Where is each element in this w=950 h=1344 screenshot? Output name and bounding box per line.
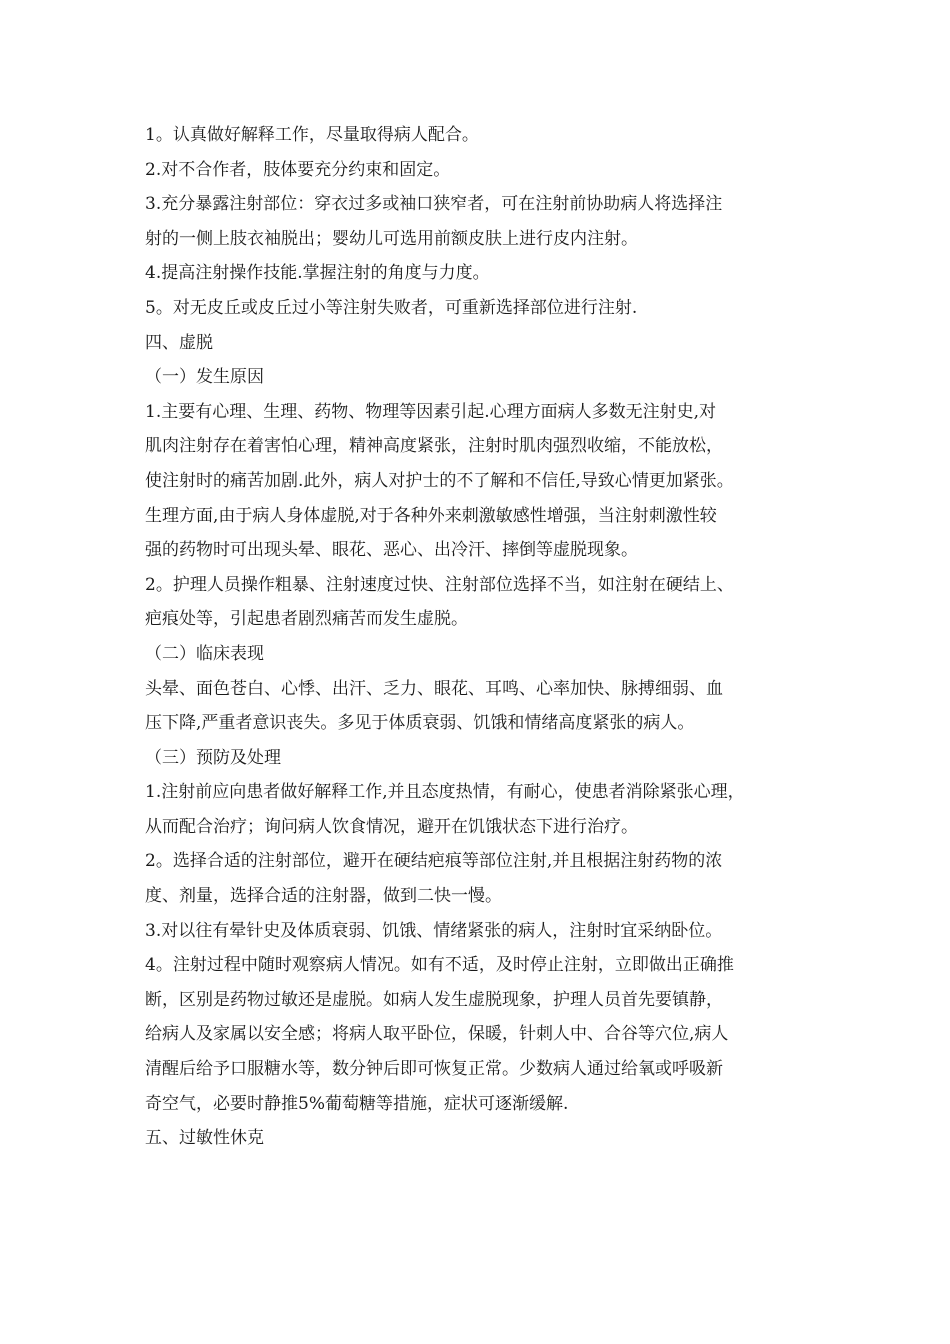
text-line: 1.主要有心理、生理、药物、物理等因素引起.心理方面病人多数无注射史,对 (145, 401, 717, 422)
text-line: 3.充分暴露注射部位：穿衣过多或袖口狭窄者，可在注射前协助病人将选择注 (145, 194, 723, 215)
text-line: 5。对无皮丘或皮丘过小等注射失败者，可重新选择部位进行注射. (145, 297, 638, 318)
text-line: 从而配合治疗；询问病人饮食情况，避开在饥饿状态下进行治疗。 (145, 816, 638, 837)
subsection-heading: （二）临床表现 (145, 643, 264, 664)
text-line: 头晕、面色苍白、心悸、出汗、乏力、眼花、耳鸣、心率加快、脉搏细弱、血 (145, 678, 723, 699)
text-line: 清醒后给予口服糖水等，数分钟后即可恢复正常。少数病人通过给氧或呼吸新 (145, 1059, 723, 1080)
text-line: 断，区别是药物过敏还是虚脱。如病人发生虚脱现象，护理人员首先要镇静， (145, 989, 723, 1010)
text-line: 强的药物时可出现头晕、眼花、恶心、出冷汗、摔倒等虚脱现象。 (145, 540, 638, 561)
text-line: 4。注射过程中随时观察病人情况。如有不适，及时停止注射，立即做出正确推 (145, 955, 734, 976)
text-line: 肌肉注射存在着害怕心理，精神高度紧张，注射时肌肉强烈收缩，不能放松， (145, 436, 723, 457)
text-line: 疤痕处等，引起患者剧烈痛苦而发生虚脱。 (145, 609, 468, 630)
text-line: 奇空气，必要时静推5%葡萄糖等措施，症状可逐渐缓解. (145, 1093, 569, 1114)
section-heading: 四、虚脱 (145, 332, 213, 353)
text-line: 压下降,严重者意识丧失。多见于体质衰弱、饥饿和情绪高度紧张的病人。 (145, 713, 695, 734)
section-heading: 五、过敏性休克 (145, 1128, 264, 1149)
text-line: 3.对以往有晕针史及体质衰弱、饥饿、情绪紧张的病人，注射时宜采纳卧位。 (145, 920, 723, 941)
text-line: 使注射时的痛苦加剧.此外，病人对护士的不了解和不信任,导致心情更加紧张。 (145, 470, 734, 491)
subsection-heading: （三）预防及处理 (145, 747, 281, 768)
text-line: 2。选择合适的注射部位，避开在硬结疤痕等部位注射,并且根据注射药物的浓 (145, 851, 723, 872)
text-line: 2。护理人员操作粗暴、注射速度过快、注射部位选择不当，如注射在硬结上、 (145, 574, 734, 595)
text-line: 射的一侧上肢衣袖脱出；婴幼儿可选用前额皮肤上进行皮内注射。 (145, 228, 638, 249)
text-line: 1.注射前应向患者做好解释工作,并且态度热情，有耐心，使患者消除紧张心理， (145, 782, 745, 803)
text-line: 生理方面,由于病人身体虚脱,对于各种外来刺激敏感性增强，当注射刺激性较 (145, 505, 717, 526)
text-line: 1。认真做好解释工作，尽量取得病人配合。 (145, 125, 479, 145)
document-body (145, 118, 825, 1156)
text-line: 给病人及家属以安全感；将病人取平卧位，保暖，针刺人中、合谷等穴位,病人 (145, 1024, 729, 1045)
text-line: 2.对不合作者，肢体要充分约束和固定。 (145, 159, 451, 180)
subsection-heading: （一）发生原因 (145, 367, 264, 388)
text-line: 度、剂量，选择合适的注射器，做到二快一慢。 (145, 886, 502, 907)
text-line: 4.提高注射操作技能.掌握注射的角度与力度。 (145, 263, 490, 284)
